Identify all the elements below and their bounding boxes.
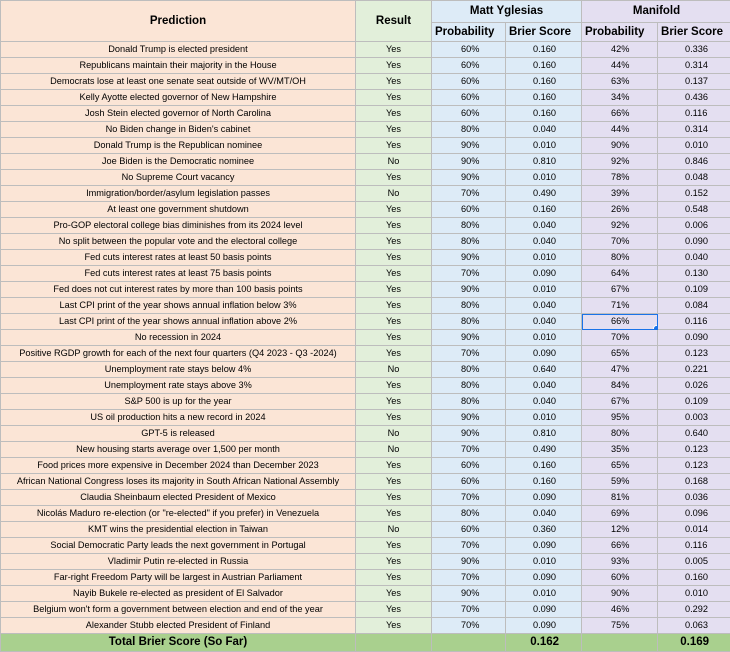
table-row xyxy=(1,106,730,122)
result-cell[interactable]: Yes xyxy=(356,586,432,602)
manifold-probability-cell[interactable]: 46% xyxy=(582,602,658,618)
manifold-brier-cell[interactable]: 0.026 xyxy=(658,378,730,394)
manifold-probability-cell[interactable]: 75% xyxy=(582,618,658,634)
total-yglesias-brier[interactable]: 0.162 xyxy=(506,634,582,652)
manifold-brier-cell[interactable]: 0.168 xyxy=(658,474,730,490)
prediction-cell[interactable]: Nicolás Maduro re-election (or "re-elected" if you prefer) in Venezuela xyxy=(1,506,356,522)
yglesias-brier-cell[interactable]: 0.160 xyxy=(506,106,582,122)
prediction-cell[interactable]: Unemployment rate stays above 3% xyxy=(1,378,356,394)
yglesias-brier-cell[interactable]: 0.040 xyxy=(506,234,582,250)
yglesias-probability-cell[interactable]: 70% xyxy=(432,618,506,634)
yglesias-brier-cell[interactable]: 0.010 xyxy=(506,282,582,298)
manifold-brier-cell[interactable]: 0.090 xyxy=(658,330,730,346)
manifold-probability-cell[interactable]: 81% xyxy=(582,490,658,506)
yglesias-brier-cell[interactable]: 0.040 xyxy=(506,394,582,410)
yglesias-probability-cell[interactable]: 90% xyxy=(432,250,506,266)
manifold-brier-cell[interactable]: 0.130 xyxy=(658,266,730,282)
manifold-probability-cell[interactable]: 80% xyxy=(582,426,658,442)
result-cell[interactable]: Yes xyxy=(356,106,432,122)
table-row xyxy=(1,58,730,74)
manifold-probability-cell[interactable]: 65% xyxy=(582,458,658,474)
manifold-probability-cell[interactable]: 47% xyxy=(582,362,658,378)
result-cell[interactable]: Yes xyxy=(356,570,432,586)
yglesias-probability-cell[interactable]: 80% xyxy=(432,298,506,314)
table-row xyxy=(1,522,730,538)
manifold-brier-cell[interactable]: 0.006 xyxy=(658,218,730,234)
yglesias-brier-cell[interactable]: 0.010 xyxy=(506,330,582,346)
result-cell[interactable]: Yes xyxy=(356,394,432,410)
manifold-brier-cell[interactable]: 0.314 xyxy=(658,58,730,74)
yglesias-probability-cell[interactable]: 90% xyxy=(432,586,506,602)
result-cell[interactable]: Yes xyxy=(356,458,432,474)
table-row xyxy=(1,474,730,490)
table-row xyxy=(1,42,730,58)
prediction-cell[interactable]: Belgium won't form a government between election and end of the year xyxy=(1,602,356,618)
manifold-brier-cell[interactable]: 0.160 xyxy=(658,570,730,586)
total-label[interactable]: Total Brier Score (So Far) xyxy=(1,634,356,652)
manifold-probability-cell[interactable]: 63% xyxy=(582,74,658,90)
yglesias-probability-cell[interactable]: 80% xyxy=(432,506,506,522)
result-cell[interactable]: Yes xyxy=(356,138,432,154)
table-row xyxy=(1,458,730,474)
result-cell[interactable]: No xyxy=(356,522,432,538)
table-row xyxy=(1,554,730,570)
prediction-cell[interactable]: Far-right Freedom Party will be largest in Austrian Parliament xyxy=(1,570,356,586)
manifold-probability-cell[interactable]: 71% xyxy=(582,298,658,314)
manifold-probability-cell[interactable]: 84% xyxy=(582,378,658,394)
yglesias-brier-cell[interactable]: 0.160 xyxy=(506,74,582,90)
header-group-yglesias[interactable]: Matt Yglesias xyxy=(432,1,582,23)
table-row xyxy=(1,426,730,442)
table-row xyxy=(1,378,730,394)
manifold-brier-cell[interactable]: 0.116 xyxy=(658,314,730,330)
table-row xyxy=(1,74,730,90)
prediction-cell[interactable]: Unemployment rate stays below 4% xyxy=(1,362,356,378)
table-row xyxy=(1,490,730,506)
yglesias-brier-cell[interactable]: 0.810 xyxy=(506,426,582,442)
prediction-cell[interactable]: Alexander Stubb elected President of Finland xyxy=(1,618,356,634)
result-cell[interactable]: Yes xyxy=(356,538,432,554)
prediction-cell[interactable]: African National Congress loses its majority in South African National Assembly xyxy=(1,474,356,490)
manifold-probability-cell[interactable]: 26% xyxy=(582,202,658,218)
header-prediction[interactable]: Prediction xyxy=(1,1,356,42)
prediction-cell[interactable]: Social Democratic Party leads the next government in Portugal xyxy=(1,538,356,554)
prediction-cell[interactable]: Fed cuts interest rates at least 50 basis points xyxy=(1,250,356,266)
manifold-probability-cell[interactable]: 92% xyxy=(582,154,658,170)
yglesias-brier-cell[interactable]: 0.010 xyxy=(506,250,582,266)
yglesias-brier-cell[interactable]: 0.090 xyxy=(506,346,582,362)
prediction-cell[interactable]: US oil production hits a new record in 2024 xyxy=(1,410,356,426)
prediction-cell[interactable]: Positive RGDP growth for each of the next four quarters (Q4 2023 - Q3 -2024) xyxy=(1,346,356,362)
manifold-probability-cell[interactable]: 67% xyxy=(582,394,658,410)
manifold-probability-cell[interactable]: 66% xyxy=(582,538,658,554)
result-cell[interactable]: Yes xyxy=(356,410,432,426)
yglesias-probability-cell[interactable]: 70% xyxy=(432,602,506,618)
manifold-brier-cell[interactable]: 0.109 xyxy=(658,394,730,410)
manifold-probability-cell[interactable]: 12% xyxy=(582,522,658,538)
result-cell[interactable]: Yes xyxy=(356,42,432,58)
manifold-brier-cell[interactable]: 0.292 xyxy=(658,602,730,618)
manifold-brier-cell[interactable]: 0.096 xyxy=(658,506,730,522)
table-row xyxy=(1,170,730,186)
result-cell[interactable]: Yes xyxy=(356,282,432,298)
manifold-brier-cell[interactable]: 0.003 xyxy=(658,410,730,426)
result-cell[interactable]: Yes xyxy=(356,602,432,618)
yglesias-brier-cell[interactable]: 0.160 xyxy=(506,42,582,58)
total-manifold-brier[interactable]: 0.169 xyxy=(658,634,730,652)
result-cell[interactable]: No xyxy=(356,186,432,202)
manifold-brier-cell[interactable]: 0.123 xyxy=(658,458,730,474)
result-cell[interactable]: Yes xyxy=(356,490,432,506)
result-cell[interactable]: Yes xyxy=(356,74,432,90)
manifold-probability-cell[interactable]: 42% xyxy=(582,42,658,58)
table-row xyxy=(1,122,730,138)
manifold-probability-cell[interactable]: 66% xyxy=(582,314,658,330)
yglesias-brier-cell[interactable]: 0.810 xyxy=(506,154,582,170)
fill-handle[interactable] xyxy=(653,325,658,330)
manifold-probability-cell[interactable]: 70% xyxy=(582,234,658,250)
table-row xyxy=(1,602,730,618)
prediction-cell[interactable]: Vladimir Putin re-elected in Russia xyxy=(1,554,356,570)
yglesias-brier-cell[interactable]: 0.490 xyxy=(506,442,582,458)
table-row xyxy=(1,250,730,266)
prediction-cell[interactable]: Claudia Sheinbaum elected President of Mexico xyxy=(1,490,356,506)
yglesias-probability-cell[interactable]: 60% xyxy=(432,522,506,538)
yglesias-probability-cell[interactable]: 90% xyxy=(432,138,506,154)
result-cell[interactable]: No xyxy=(356,442,432,458)
prediction-cell[interactable]: Last CPI print of the year shows annual inflation below 3% xyxy=(1,298,356,314)
manifold-probability-cell[interactable]: 67% xyxy=(582,282,658,298)
yglesias-probability-cell[interactable]: 90% xyxy=(432,330,506,346)
header-manifold-brier[interactable]: Brier Score xyxy=(658,23,730,42)
yglesias-probability-cell[interactable]: 70% xyxy=(432,490,506,506)
prediction-cell[interactable]: Josh Stein elected governor of North Carolina xyxy=(1,106,356,122)
yglesias-probability-cell[interactable]: 70% xyxy=(432,570,506,586)
manifold-probability-cell[interactable]: 95% xyxy=(582,410,658,426)
prediction-cell[interactable]: No recession in 2024 xyxy=(1,330,356,346)
result-cell[interactable]: Yes xyxy=(356,122,432,138)
prediction-cell[interactable]: New housing starts average over 1,500 per month xyxy=(1,442,356,458)
result-cell[interactable]: Yes xyxy=(356,90,432,106)
prediction-cell[interactable]: Republicans maintain their majority in the House xyxy=(1,58,356,74)
yglesias-brier-cell[interactable]: 0.160 xyxy=(506,474,582,490)
prediction-cell[interactable]: Joe Biden is the Democratic nominee xyxy=(1,154,356,170)
yglesias-probability-cell[interactable]: 60% xyxy=(432,458,506,474)
manifold-brier-cell[interactable]: 0.137 xyxy=(658,74,730,90)
yglesias-brier-cell[interactable]: 0.160 xyxy=(506,90,582,106)
result-cell[interactable]: Yes xyxy=(356,378,432,394)
manifold-brier-cell[interactable]: 0.010 xyxy=(658,586,730,602)
prediction-cell[interactable]: GPT-5 is released xyxy=(1,426,356,442)
header-group-manifold[interactable]: Manifold xyxy=(582,1,730,23)
table-row xyxy=(1,234,730,250)
manifold-probability-cell[interactable]: 93% xyxy=(582,554,658,570)
manifold-probability-cell[interactable]: 64% xyxy=(582,266,658,282)
table-row xyxy=(1,218,730,234)
yglesias-probability-cell[interactable]: 80% xyxy=(432,234,506,250)
result-cell[interactable]: Yes xyxy=(356,218,432,234)
result-cell[interactable]: Yes xyxy=(356,474,432,490)
prediction-cell[interactable]: No Supreme Court vacancy xyxy=(1,170,356,186)
manifold-brier-cell[interactable]: 0.123 xyxy=(658,442,730,458)
yglesias-probability-cell[interactable]: 90% xyxy=(432,426,506,442)
prediction-cell[interactable]: Donald Trump is elected president xyxy=(1,42,356,58)
manifold-probability-cell[interactable]: 39% xyxy=(582,186,658,202)
result-cell[interactable]: Yes xyxy=(356,58,432,74)
manifold-probability-cell[interactable]: 44% xyxy=(582,122,658,138)
yglesias-brier-cell[interactable]: 0.360 xyxy=(506,522,582,538)
manifold-probability-cell[interactable]: 34% xyxy=(582,90,658,106)
prediction-cell[interactable]: Donald Trump is the Republican nominee xyxy=(1,138,356,154)
yglesias-brier-cell[interactable]: 0.040 xyxy=(506,122,582,138)
yglesias-brier-cell[interactable]: 0.040 xyxy=(506,506,582,522)
prediction-cell[interactable]: Kelly Ayotte elected governor of New Hampshire xyxy=(1,90,356,106)
table-row xyxy=(1,362,730,378)
prediction-cell[interactable]: Pro-GOP electoral college bias diminishes from its 2024 level xyxy=(1,218,356,234)
yglesias-probability-cell[interactable]: 80% xyxy=(432,394,506,410)
yglesias-probability-cell[interactable]: 70% xyxy=(432,186,506,202)
result-cell[interactable]: Yes xyxy=(356,266,432,282)
table-row xyxy=(1,538,730,554)
table-row xyxy=(1,618,730,634)
table-row xyxy=(1,570,730,586)
table-row xyxy=(1,282,730,298)
yglesias-brier-cell[interactable]: 0.090 xyxy=(506,490,582,506)
table-row xyxy=(1,330,730,346)
manifold-brier-cell[interactable]: 0.640 xyxy=(658,426,730,442)
yglesias-probability-cell[interactable]: 90% xyxy=(432,154,506,170)
yglesias-probability-cell[interactable]: 80% xyxy=(432,378,506,394)
table-row xyxy=(1,410,730,426)
result-cell[interactable]: No xyxy=(356,154,432,170)
manifold-brier-cell[interactable]: 0.336 xyxy=(658,42,730,58)
yglesias-brier-cell[interactable]: 0.010 xyxy=(506,138,582,154)
yglesias-brier-cell[interactable]: 0.040 xyxy=(506,298,582,314)
manifold-brier-cell[interactable]: 0.005 xyxy=(658,554,730,570)
table-row xyxy=(1,138,730,154)
result-cell[interactable]: Yes xyxy=(356,506,432,522)
manifold-probability-cell[interactable]: 90% xyxy=(582,138,658,154)
manifold-brier-cell[interactable]: 0.014 xyxy=(658,522,730,538)
prediction-cell[interactable]: At least one government shutdown xyxy=(1,202,356,218)
yglesias-brier-cell[interactable]: 0.010 xyxy=(506,554,582,570)
manifold-brier-cell[interactable]: 0.314 xyxy=(658,122,730,138)
result-cell[interactable]: Yes xyxy=(356,170,432,186)
yglesias-brier-cell[interactable]: 0.640 xyxy=(506,362,582,378)
result-cell[interactable]: Yes xyxy=(356,298,432,314)
prediction-cell[interactable]: Nayib Bukele re-elected as president of El Salvador xyxy=(1,586,356,602)
manifold-probability-cell[interactable]: 35% xyxy=(582,442,658,458)
yglesias-probability-cell[interactable]: 60% xyxy=(432,474,506,490)
manifold-probability-cell[interactable]: 66% xyxy=(582,106,658,122)
yglesias-probability-cell[interactable]: 80% xyxy=(432,122,506,138)
yglesias-probability-cell[interactable]: 60% xyxy=(432,58,506,74)
table-row xyxy=(1,154,730,170)
yglesias-brier-cell[interactable]: 0.040 xyxy=(506,218,582,234)
yglesias-brier-cell[interactable]: 0.090 xyxy=(506,538,582,554)
manifold-brier-cell[interactable]: 0.846 xyxy=(658,154,730,170)
yglesias-probability-cell[interactable]: 90% xyxy=(432,170,506,186)
prediction-cell[interactable]: Last CPI print of the year shows annual inflation above 2% xyxy=(1,314,356,330)
yglesias-probability-cell[interactable]: 70% xyxy=(432,442,506,458)
manifold-probability-cell[interactable]: 69% xyxy=(582,506,658,522)
manifold-brier-cell[interactable]: 0.036 xyxy=(658,490,730,506)
yglesias-brier-cell[interactable]: 0.160 xyxy=(506,458,582,474)
manifold-brier-cell[interactable]: 0.548 xyxy=(658,202,730,218)
manifold-probability-cell[interactable]: 78% xyxy=(582,170,658,186)
manifold-brier-cell[interactable]: 0.048 xyxy=(658,170,730,186)
prediction-cell[interactable]: KMT wins the presidential election in Taiwan xyxy=(1,522,356,538)
yglesias-probability-cell[interactable]: 60% xyxy=(432,42,506,58)
table-row xyxy=(1,586,730,602)
result-cell[interactable]: Yes xyxy=(356,554,432,570)
result-cell[interactable]: No xyxy=(356,426,432,442)
manifold-brier-cell[interactable]: 0.123 xyxy=(658,346,730,362)
yglesias-probability-cell[interactable]: 60% xyxy=(432,202,506,218)
table-row xyxy=(1,346,730,362)
result-cell[interactable]: Yes xyxy=(356,202,432,218)
manifold-brier-cell[interactable]: 0.116 xyxy=(658,538,730,554)
prediction-cell[interactable]: No split between the popular vote and the electoral college xyxy=(1,234,356,250)
manifold-brier-cell[interactable]: 0.436 xyxy=(658,90,730,106)
table-row xyxy=(1,266,730,282)
manifold-brier-cell[interactable]: 0.152 xyxy=(658,186,730,202)
yglesias-probability-cell[interactable]: 60% xyxy=(432,74,506,90)
yglesias-probability-cell[interactable]: 90% xyxy=(432,410,506,426)
yglesias-probability-cell[interactable]: 70% xyxy=(432,266,506,282)
manifold-probability-cell[interactable]: 90% xyxy=(582,586,658,602)
yglesias-brier-cell[interactable]: 0.090 xyxy=(506,602,582,618)
manifold-brier-cell[interactable]: 0.221 xyxy=(658,362,730,378)
manifold-brier-cell[interactable]: 0.090 xyxy=(658,234,730,250)
yglesias-brier-cell[interactable]: 0.010 xyxy=(506,410,582,426)
header-yglesias-probability[interactable]: Probability xyxy=(432,23,506,42)
yglesias-probability-cell[interactable]: 80% xyxy=(432,218,506,234)
table-row xyxy=(1,298,730,314)
result-cell[interactable]: Yes xyxy=(356,234,432,250)
prediction-cell[interactable]: Immigration/border/asylum legislation passes xyxy=(1,186,356,202)
yglesias-probability-cell[interactable]: 80% xyxy=(432,362,506,378)
manifold-brier-cell[interactable]: 0.010 xyxy=(658,138,730,154)
yglesias-brier-cell[interactable]: 0.010 xyxy=(506,586,582,602)
manifold-brier-cell[interactable]: 0.116 xyxy=(658,106,730,122)
manifold-probability-cell[interactable]: 70% xyxy=(582,330,658,346)
manifold-brier-cell[interactable]: 0.040 xyxy=(658,250,730,266)
yglesias-probability-cell[interactable]: 80% xyxy=(432,314,506,330)
manifold-probability-cell[interactable]: 65% xyxy=(582,346,658,362)
yglesias-brier-cell[interactable]: 0.040 xyxy=(506,314,582,330)
manifold-probability-cell[interactable]: 80% xyxy=(582,250,658,266)
yglesias-probability-cell[interactable]: 90% xyxy=(432,282,506,298)
table-row xyxy=(1,90,730,106)
result-cell[interactable]: No xyxy=(356,362,432,378)
table-row xyxy=(1,506,730,522)
table-row xyxy=(1,202,730,218)
yglesias-brier-cell[interactable]: 0.090 xyxy=(506,266,582,282)
prediction-cell[interactable]: Food prices more expensive in December 2024 than December 2023 xyxy=(1,458,356,474)
result-cell[interactable]: Yes xyxy=(356,330,432,346)
manifold-probability-cell[interactable]: 60% xyxy=(582,570,658,586)
yglesias-probability-cell[interactable]: 60% xyxy=(432,106,506,122)
yglesias-probability-cell[interactable]: 70% xyxy=(432,346,506,362)
result-cell[interactable]: Yes xyxy=(356,250,432,266)
yglesias-brier-cell[interactable]: 0.160 xyxy=(506,202,582,218)
result-cell[interactable]: Yes xyxy=(356,346,432,362)
table-row xyxy=(1,442,730,458)
table-row xyxy=(1,186,730,202)
yglesias-probability-cell[interactable]: 70% xyxy=(432,538,506,554)
result-cell[interactable]: Yes xyxy=(356,314,432,330)
prediction-cell[interactable]: Fed cuts interest rates at least 75 basis points xyxy=(1,266,356,282)
prediction-cell[interactable]: Democrats lose at least one senate seat outside of WV/MT/OH xyxy=(1,74,356,90)
header-manifold-probability[interactable]: Probability xyxy=(582,23,658,42)
yglesias-brier-cell[interactable]: 0.160 xyxy=(506,58,582,74)
yglesias-brier-cell[interactable]: 0.090 xyxy=(506,618,582,634)
manifold-probability-cell[interactable]: 44% xyxy=(582,58,658,74)
manifold-probability-cell[interactable]: 92% xyxy=(582,218,658,234)
manifold-brier-cell[interactable]: 0.084 xyxy=(658,298,730,314)
prediction-cell[interactable]: S&P 500 is up for the year xyxy=(1,394,356,410)
yglesias-probability-cell[interactable]: 60% xyxy=(432,90,506,106)
yglesias-brier-cell[interactable]: 0.040 xyxy=(506,378,582,394)
result-cell[interactable]: Yes xyxy=(356,618,432,634)
yglesias-brier-cell[interactable]: 0.010 xyxy=(506,170,582,186)
prediction-cell[interactable]: No Biden change in Biden's cabinet xyxy=(1,122,356,138)
yglesias-probability-cell[interactable]: 90% xyxy=(432,554,506,570)
prediction-cell[interactable]: Fed does not cut interest rates by more than 100 basis points xyxy=(1,282,356,298)
header-result[interactable]: Result xyxy=(356,1,432,42)
yglesias-brier-cell[interactable]: 0.090 xyxy=(506,570,582,586)
manifold-probability-cell[interactable]: 59% xyxy=(582,474,658,490)
manifold-brier-cell[interactable]: 0.109 xyxy=(658,282,730,298)
table-row xyxy=(1,314,730,330)
yglesias-brier-cell[interactable]: 0.490 xyxy=(506,186,582,202)
manifold-brier-cell[interactable]: 0.063 xyxy=(658,618,730,634)
table-row xyxy=(1,394,730,410)
header-yglesias-brier[interactable]: Brier Score xyxy=(506,23,582,42)
